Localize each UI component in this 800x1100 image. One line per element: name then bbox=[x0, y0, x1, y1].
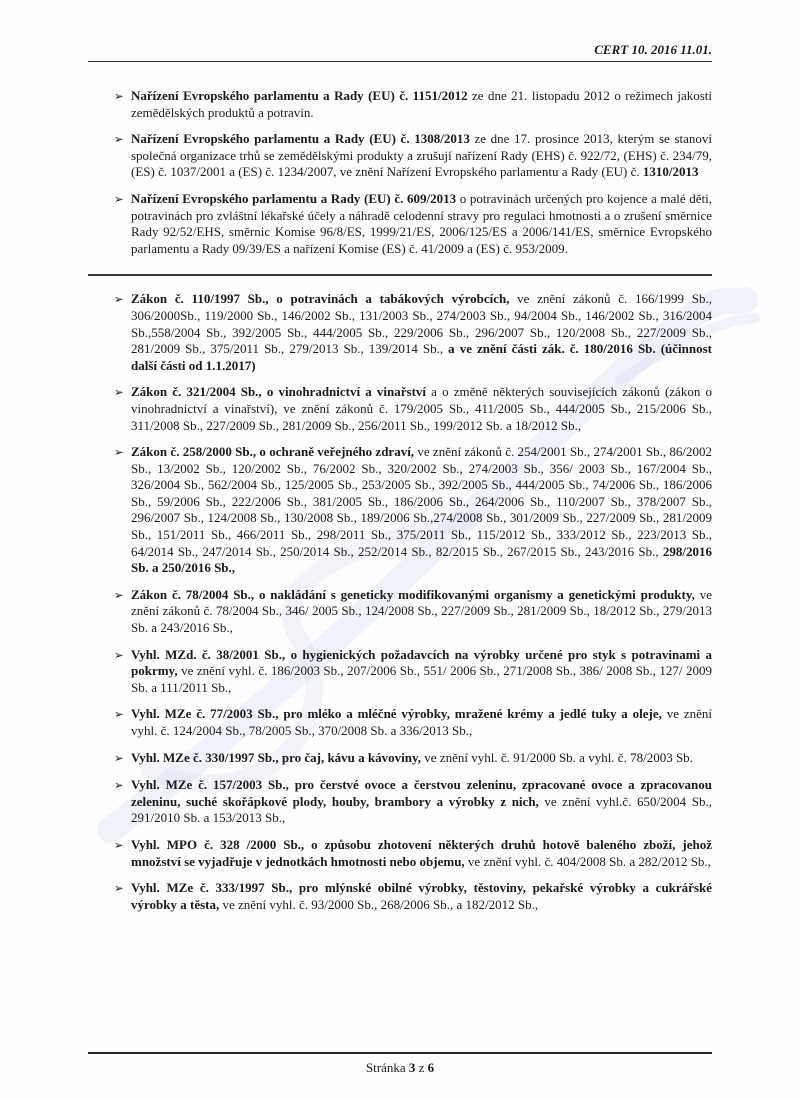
arrow-bullet-icon: ➢ bbox=[114, 839, 124, 852]
page-header bbox=[88, 0, 712, 62]
list-item-text: Vyhl. MZe č. 330/1997 Sb., pro čaj, kávu a kávoviny, ve znění vyhl. č. 91/2000 Sb. a vyhl. č. 78/2003 Sb. bbox=[131, 749, 693, 765]
list-item-text: Zákon č. 78/2004 Sb., o nakládání s geneticky modifikovanými organismy a genetickými produkty, ve znění zákonů č. 78/2004 Sb., 346/ 2005 Sb., 124/2008 Sb., 227/2009 Sb., 281/2009 Sb., 18/2012 Sb., 279/2013 Sb. a 243/2016 Sb., bbox=[131, 586, 712, 636]
list-item bbox=[88, 131, 712, 181]
arrow-bullet-icon: ➢ bbox=[114, 883, 124, 896]
list-item-text: Nařízení Evropského parlamentu a Rady (EU) č. 1308/2013 ze dne 17. prosince 2013, kterým se stanoví společná organizace trhů se zemědělskými produkty a zrušují nařízení Rady (EHS) č. 922/72, (EHS) č. 234/79, (ES) č. 1037/2001 a (ES) č. 1234/2007, ve znění Nařízení Evropského parlamentu a Rady (EU) č. 1310/2013 bbox=[131, 131, 712, 180]
footer-page-total: 6 bbox=[427, 1060, 435, 1075]
list-item-text: Zákon č. 258/2000 Sb., o ochraně veřejného zdraví, ve znění zákonů č. 254/2001 Sb., 274/2001 Sb., 86/2002 Sb., 13/2002 Sb., 120/2002 Sb., 76/2002 Sb., 320/2002 Sb., 274/2003 Sb., 356/ 2003 Sb., 167/2004 Sb., 326/2004 Sb., 562/2004 Sb., 125/2005 Sb., 253/2005 Sb., 392/2005 Sb., 444/2005 Sb., 74/2006 Sb., 186/2006 Sb., 59/2006 Sb., 222/2006 Sb., 381/2005 Sb., 186/2006 Sb., 264/2006 Sb., 110/2007 Sb., 378/2007 Sb., 296/2007 Sb., 124/2008 Sb., 130/2008 Sb., 189/2006 Sb.,274/2008 Sb., 301/2009 Sb., 227/2009 Sb., 281/2009 Sb., 151/2011 Sb., 466/2011 Sb., 298/2011 Sb., 375/2011 Sb., 115/2012 Sb., 333/2012 Sb., 223/2013 Sb., 64/2014 Sb., 247/2014 Sb., 250/2014 Sb., 252/2014 Sb., 82/2015 Sb., 267/2015 Sb., 243/2016 Sb., 298/2016 Sb. a 250/2016 Sb., bbox=[131, 444, 712, 576]
list-item bbox=[88, 777, 712, 827]
list-item bbox=[88, 444, 712, 577]
list-item bbox=[88, 750, 712, 768]
list-item-text: Vyhl. MPO č. 328 /2000 Sb., o způsobu zhotovení některých druhů hotově baleného zboží, jehož množství se vyjadřuje v jednotkách hmotnosti nebo objemu, ve znění vyhl. č. 404/2008 Sb. a 282/2012 Sb., bbox=[131, 836, 712, 869]
list-item-text: Zákon č. 110/1997 Sb., o potravinách a tabákových výrobcích, ve znění zákonů č. 166/1999 Sb., 306/2000Sb., 119/2000 Sb., 146/2002 Sb., 131/2003 Sb., 274/2003 Sb., 94/2004 Sb., 146/2002 Sb., 316/2004 Sb.,558/2004 Sb., 392/2005 Sb., 444/2005 Sb., 229/2006 Sb., 296/2007 Sb., 120/2008 Sb., 227/2009 Sb., 281/2009 Sb., 375/2011 Sb., 279/2013 Sb., 139/2014 Sb., a ve znění části zák. č. 180/2016 Sb. (účinnost další části od 1.1.2017) bbox=[131, 291, 712, 373]
list-item-text: Vyhl. MZd. č. 38/2001 Sb., o hygienických požadavcích na výrobky určené pro styk s potravinami a pokrmy, ve znění vyhl. č. 186/2003 Sb., 207/2006 Sb., 551/ 2006 Sb., 271/2008 Sb., 386/ 2008 Sb., 127/ 2009 Sb. a 111/2011 Sb., bbox=[131, 646, 712, 695]
arrow-bullet-icon: ➢ bbox=[114, 294, 124, 307]
list-item bbox=[88, 880, 712, 913]
list-item-text: Vyhl. MZe č. 333/1997 Sb., pro mlýnské obilné výrobky, těstoviny, pekařské výrobky a cukrářské výrobky a těsta, ve znění vyhl. č. 93/2000 Sb., 268/2006 Sb., a 182/2012 Sb., bbox=[131, 880, 712, 912]
footer-page-number: 3 bbox=[408, 1060, 416, 1075]
arrow-bullet-icon: ➢ bbox=[114, 134, 124, 147]
regulation-list bbox=[88, 88, 712, 913]
arrow-bullet-icon: ➢ bbox=[114, 649, 124, 662]
list-item-text: Nařízení Evropského parlamentu a Rady (EU) č. 1151/2012 ze dne 21. listopadu 2012 o režimech jakosti zemědělských produktů a potravin. bbox=[131, 88, 712, 120]
arrow-bullet-icon: ➢ bbox=[114, 447, 124, 460]
section-divider bbox=[88, 274, 712, 276]
page-footer bbox=[88, 1052, 712, 1076]
list-item bbox=[88, 191, 712, 257]
header-reference-text: CERT 10. 2016 11.01. bbox=[594, 42, 712, 57]
list-item bbox=[88, 837, 712, 870]
arrow-bullet-icon: ➢ bbox=[114, 709, 124, 722]
list-item bbox=[88, 88, 712, 121]
list-item-text: Vyhl. MZe č. 77/2003 Sb., pro mléko a mléčné výrobky, mražené krémy a jedlé tuky a oleje, ve znění vyhl. č. 124/2004 Sb., 78/2005 Sb., 370/2008 Sb. a 336/2013 Sb., bbox=[131, 706, 712, 738]
page-content bbox=[88, 0, 712, 913]
list-item-text: Zákon č. 321/2004 Sb., o vinohradnictví a vinařství a o změně některých souvisejících zákonů (zákon o vinohradnictví a vinařství), ve znění zákonů č. 179/2005 Sb., 411/2005 Sb., 444/2005 Sb., 215/2006 Sb., 311/2008 Sb., 227/2009 Sb., 281/2009 Sb., 256/2011 Sb., 199/2012 Sb. a 18/2012 Sb., bbox=[131, 384, 712, 433]
arrow-bullet-icon: ➢ bbox=[114, 387, 124, 400]
footer-separator: z bbox=[415, 1060, 428, 1075]
arrow-bullet-icon: ➢ bbox=[114, 589, 124, 602]
arrow-bullet-icon: ➢ bbox=[114, 780, 124, 793]
list-item bbox=[88, 647, 712, 697]
list-item bbox=[88, 587, 712, 637]
list-item bbox=[88, 706, 712, 739]
list-item bbox=[88, 384, 712, 434]
arrow-bullet-icon: ➢ bbox=[114, 752, 124, 765]
list-item-text: Nařízení Evropského parlamentu a Rady (EU) č. 609/2013 o potravinách určených pro kojence a malé děti, potravinách pro zvláštní lékařské účely a náhradě celodenní stravy pro regulaci hmotnosti a o zrušení směrnice Rady 92/52/EHS, směrnic Komise 96/8/ES, 1999/21/ES, 2006/125/ES a 2006/141/ES, směrnice Evropského parlamentu a Rady 09/39/ES a nařízení Komise (ES) č. 41/2009 a (ES) č. 953/2009. bbox=[131, 190, 712, 256]
arrow-bullet-icon: ➢ bbox=[114, 91, 124, 103]
arrow-bullet-icon: ➢ bbox=[114, 193, 124, 206]
list-item bbox=[88, 291, 712, 374]
list-item-text: Vyhl. MZe č. 157/2003 Sb., pro čerstvé ovoce a čerstvou zeleninu, zpracované ovoce a zpracovanou zeleninu, suché skořápkové plody, houby, brambory a výrobky z nich, ve znění vyhl.č. 650/2004 Sb., 291/2010 Sb. a 153/2013 Sb., bbox=[131, 777, 712, 826]
footer-label: Stránka bbox=[365, 1060, 409, 1075]
